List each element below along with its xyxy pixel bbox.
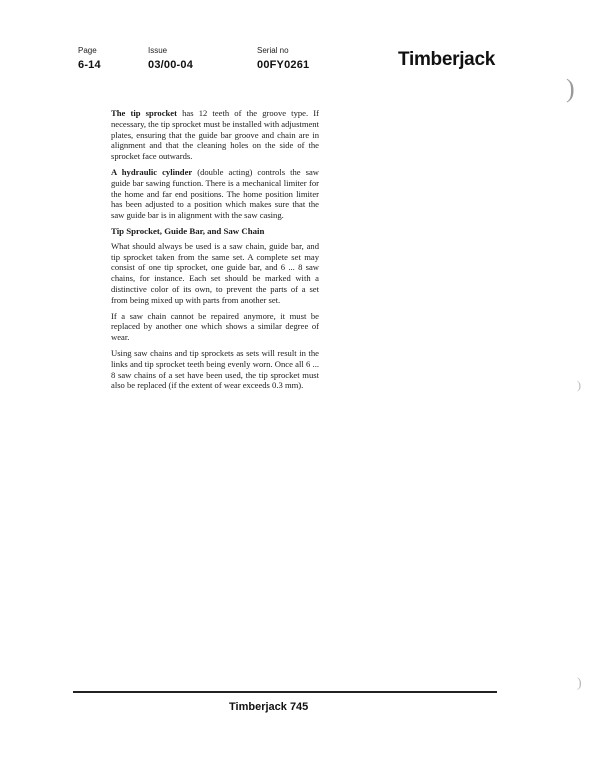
lead-tip-sprocket: The tip sprocket [111, 108, 177, 118]
paragraph-hydraulic-cylinder [111, 167, 319, 221]
lead-hydraulic-cylinder: A hydraulic cylinder [111, 166, 193, 177]
text-tip-sprocket: has 12 teeth of the groove type. If necessary, the tip sprocket must be installed with adjustment plates, ensuring that the guide bar groove and chain are in alignment and that the cleaning holes on the side of the sprocket face outwards. [111, 108, 319, 162]
paragraph-wear: Using saw chains and tip sprockets as sets will result in the links and tip sprocket teeth being evenly worn. Once all 6 ... 8 saw chains of a set have been used, the tip sprocket must also be replaced (if the extent of wear exceeds 0.3 mm). [111, 347, 319, 391]
text-hydraulic-cylinder: (double acting) controls the saw guide bar sawing function. There is a mechanical limiter for the home and far end positions. The home position limiter has been adjusted to a position which makes sure that the saw guide bar is in alignment with the saw casing. [111, 166, 319, 221]
serial-label: Serial no [257, 46, 289, 55]
paragraph-tip-sprocket [111, 108, 319, 162]
issue-value: 03/00-04 [148, 59, 194, 71]
footer-rule [73, 691, 497, 693]
footer-model: Timberjack 745 [229, 701, 309, 713]
brand-logo: Timberjack [398, 49, 495, 70]
scan-mark: ) [577, 378, 581, 392]
serial-value: 00FY0261 [257, 59, 310, 71]
paragraph-repair: If a saw chain cannot be repaired anymore, it must be replaced by another one which shows a similar degree of wear. [111, 310, 319, 343]
section-heading: Tip Sprocket, Guide Bar, and Saw Chain [111, 225, 265, 236]
paragraph-sets: What should always be used is a saw chain, guide bar, and tip sprocket taken from the same set. A complete set may consist of one tip sprocket, one guide bar, and 6 ... 8 saw chains, for instance. Each set should be marked with a distinctive color of its own, to prevent the parts of a set from being mixed up with parts from another set. [111, 240, 319, 305]
body-text [111, 108, 319, 396]
scan-mark: ) [566, 74, 575, 103]
page-label: Page [78, 46, 97, 55]
issue-label: Issue [148, 46, 168, 55]
scan-mark: ) [577, 676, 582, 691]
page-number: 6-14 [78, 59, 101, 71]
